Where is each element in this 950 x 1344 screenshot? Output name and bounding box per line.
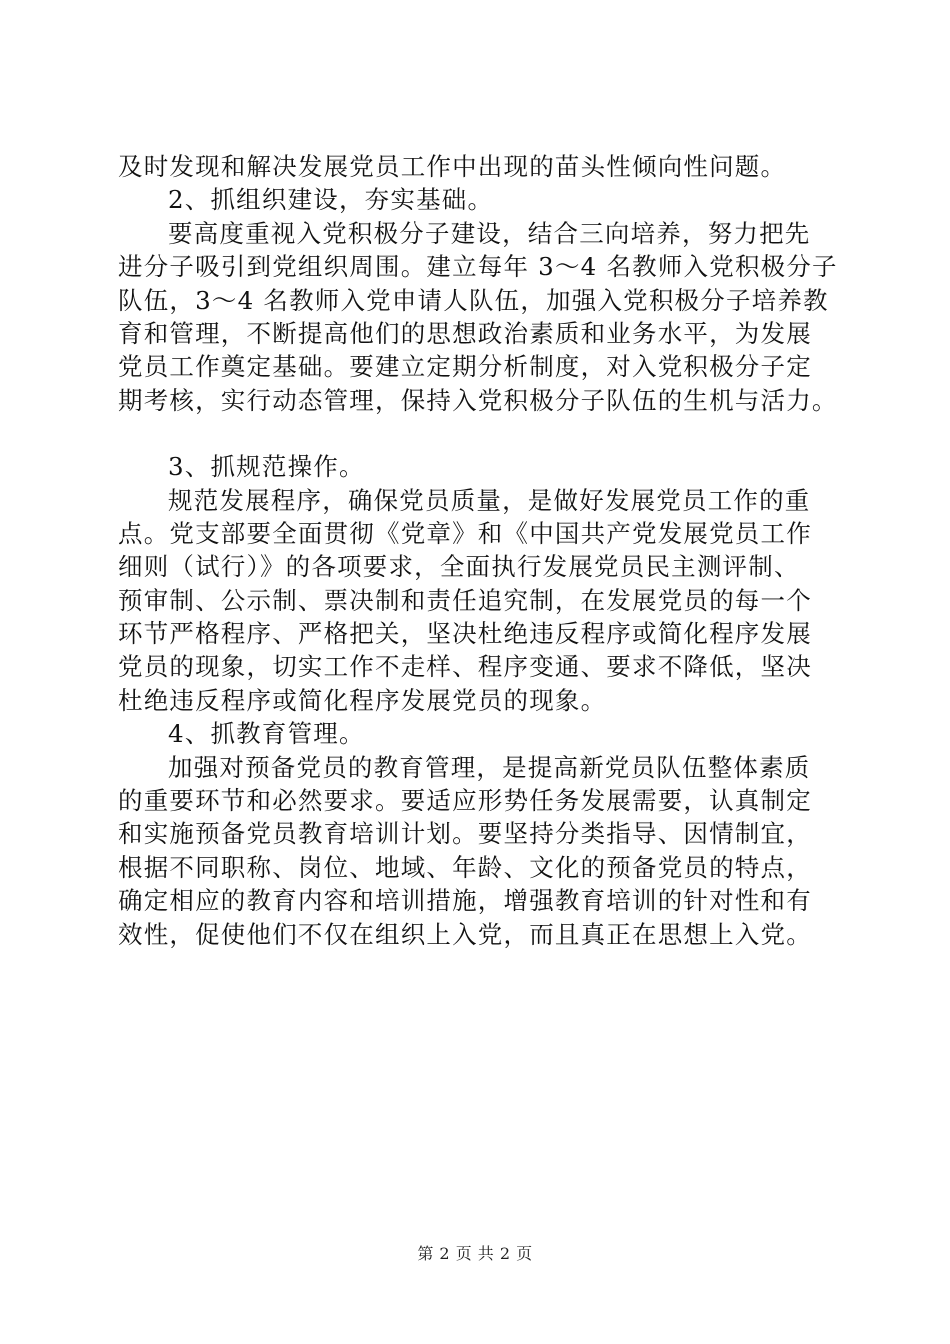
text-line: 育和管理，不断提高他们的思想政治素质和业务水平，为发展 bbox=[118, 318, 812, 348]
text-line: 的重要环节和必然要求。要适应形势任务发展需要，认真制定 bbox=[118, 786, 812, 816]
text-line: 党员的现象，切实工作不走样、程序变通、要求不降低，坚决 bbox=[118, 652, 812, 682]
text-line: 党员工作奠定基础。要建立定期分析制度，对入党积极分子定 bbox=[118, 352, 812, 382]
text-line: 4、抓教育管理。 bbox=[168, 719, 365, 749]
text-line: 队伍，3～4 名教师入党申请人队伍，加强入党积极分子培养教 bbox=[118, 285, 829, 315]
text-line: 要高度重视入党积极分子建设，结合三向培养，努力把先 bbox=[168, 218, 811, 248]
text-line: 及时发现和解决发展党员工作中出现的苗头性倾向性问题。 bbox=[118, 152, 787, 181]
paragraph-spacer bbox=[118, 417, 838, 450]
text-line: 点。党支部要全面贯彻《党章》和《中国共产党发展党员工作 bbox=[118, 518, 812, 548]
page-footer: 第 2 页 共 2 页 bbox=[417, 1244, 533, 1263]
text-line: 加强对预备党员的教育管理，是提高新党员队伍整体素质 bbox=[168, 752, 811, 782]
text-line: 确定相应的教育内容和培训措施，增强教育培训的针对性和有 bbox=[118, 886, 812, 916]
text-line: 和实施预备党员教育培训计划。要坚持分类指导、因情制宜， bbox=[118, 819, 812, 849]
text-line: 效性，促使他们不仅在组织上入党，而且真正在思想上入党。 bbox=[118, 919, 812, 949]
text-line: 细则（试行）》的各项要求，全面执行发展党员民主测评制、 bbox=[118, 552, 800, 582]
text-line: 规范发展程序，确保党员质量，是做好发展党员工作的重 bbox=[168, 485, 811, 515]
document-body bbox=[118, 150, 838, 951]
text-line: 预审制、公示制、票决制和责任追究制，在发展党员的每一个 bbox=[118, 585, 812, 615]
text-line: 2、抓组织建设，夯实基础。 bbox=[168, 185, 494, 215]
text-line: 3、抓规范操作。 bbox=[168, 452, 365, 482]
text-line: 环节严格程序、严格把关，坚决杜绝违反程序或简化程序发展 bbox=[118, 619, 812, 649]
text-line: 进分子吸引到党组织周围。建立每年 3～4 名教师入党积极分子 bbox=[118, 252, 838, 282]
text-line: 杜绝违反程序或简化程序发展党员的现象。 bbox=[118, 685, 607, 715]
text-line: 期考核，实行动态管理，保持入党积极分子队伍的生机与活力。 bbox=[118, 385, 838, 415]
text-line: 根据不同职称、岗位、地域、年龄、文化的预备党员的特点， bbox=[118, 852, 812, 882]
